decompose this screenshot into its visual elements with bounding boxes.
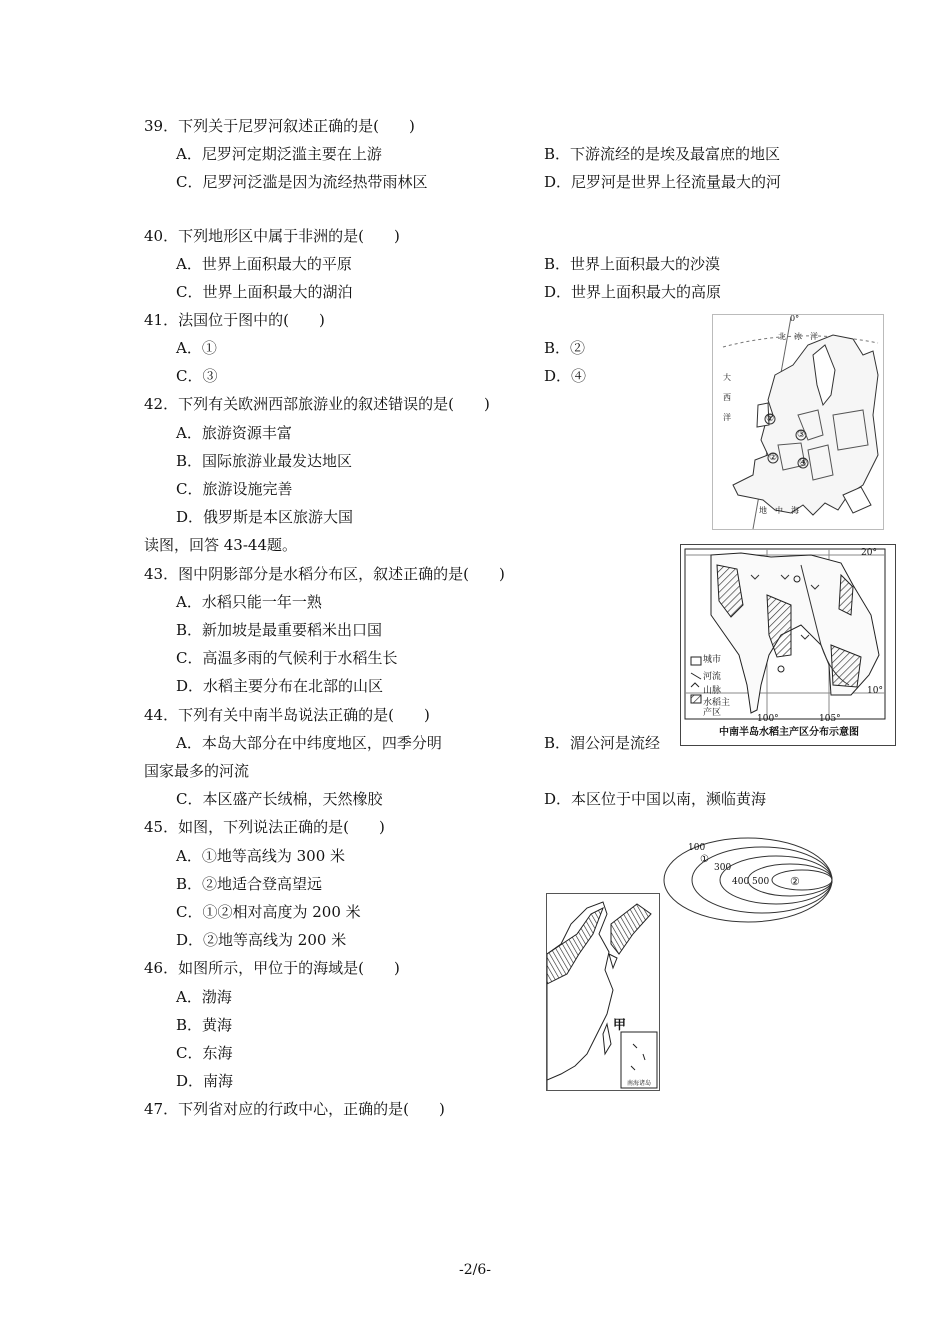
q43-option-a[interactable]: A．水稻只能一年一熟 bbox=[176, 593, 322, 611]
q40-option-b[interactable]: B．世界上面积最大的沙漠 bbox=[544, 255, 721, 273]
indochina-lat-bottom: 10° bbox=[867, 686, 883, 696]
china-map-marker-jia: 甲 bbox=[613, 1018, 627, 1033]
q45-option-d[interactable]: D．②地等高线为 200 米 bbox=[176, 931, 347, 949]
q41-option-b[interactable]: B．② bbox=[544, 339, 586, 357]
contour-label-100: 100 bbox=[688, 843, 706, 853]
contour-marker-1: ① bbox=[700, 854, 709, 865]
q43-option-d[interactable]: D．水稻主要分布在北部的山区 bbox=[176, 677, 384, 695]
q40-option-d[interactable]: D．世界上面积最大的高原 bbox=[544, 283, 722, 301]
indochina-lat-top: 20° bbox=[861, 548, 877, 558]
page-number: -2/6- bbox=[459, 1262, 491, 1278]
q45-option-b[interactable]: B．②地适合登高望远 bbox=[176, 875, 323, 893]
q47-stem: 47．下列省对应的行政中心，正确的是( ) bbox=[144, 1100, 445, 1118]
q40-option-a[interactable]: A．世界上面积最大的平原 bbox=[176, 255, 352, 273]
q42-option-a[interactable]: A．旅游资源丰富 bbox=[176, 424, 292, 442]
q44-option-b[interactable]: B．湄公河是流经 bbox=[544, 734, 661, 752]
q46-option-a[interactable]: A．渤海 bbox=[176, 988, 232, 1006]
contour-figure bbox=[662, 834, 840, 926]
indochina-lon-left: 100° bbox=[757, 714, 779, 724]
q46-option-b[interactable]: B．黄海 bbox=[176, 1016, 233, 1034]
q46-stem: 46．如图所示，甲位于的海域是( ) bbox=[144, 959, 400, 977]
q40-option-c[interactable]: C．世界上面积最大的湖泊 bbox=[176, 283, 353, 301]
q42-option-b[interactable]: B．国际旅游业最发达地区 bbox=[176, 452, 353, 470]
q44-option-a[interactable]: A．本岛大部分在中纬度地区，四季分明 bbox=[176, 734, 442, 752]
indochina-legend-rice: 水稻主 bbox=[703, 698, 731, 708]
q45-option-c[interactable]: C．①②相对高度为 200 米 bbox=[176, 903, 361, 921]
europe-atlantic-label: 大 西 洋 bbox=[723, 373, 731, 422]
indochina-legend-river: 河流 bbox=[703, 672, 722, 682]
q42-option-c[interactable]: C．旅游设施完善 bbox=[176, 480, 293, 498]
q43-stem: 43．图中阴影部分是水稻分布区，叙述正确的是( ) bbox=[144, 565, 505, 583]
q42-option-d[interactable]: D．俄罗斯是本区旅游大国 bbox=[176, 508, 354, 526]
q45-stem: 45．如图，下列说法正确的是( ) bbox=[144, 818, 385, 836]
q46-option-d[interactable]: D．南海 bbox=[176, 1072, 234, 1090]
china-map-inset-label: 南海诸岛 bbox=[627, 1080, 652, 1087]
q44-option-d[interactable]: D．本区位于中国以南，濒临黄海 bbox=[544, 790, 767, 808]
europe-meridian-label: 0° bbox=[790, 314, 800, 323]
contour-label-300: 300 bbox=[714, 863, 732, 873]
q41-option-d[interactable]: D．④ bbox=[544, 367, 587, 385]
q41-option-c[interactable]: C．③ bbox=[176, 367, 218, 385]
contour-label-400: 400 bbox=[732, 877, 750, 887]
q42-stem: 42．下列有关欧洲西部旅游业的叙述错误的是( ) bbox=[144, 395, 490, 413]
indochina-legend-rice-2: 产区 bbox=[703, 708, 722, 718]
europe-med-label: 地 中 海 bbox=[759, 506, 799, 515]
q44-option-b-continued: 国家最多的河流 bbox=[144, 762, 250, 780]
contour-marker-2: ② bbox=[790, 875, 800, 888]
q39-option-c[interactable]: C．尼罗河泛滥是因为流经热带雨林区 bbox=[176, 173, 428, 191]
contour-label-500: 500 bbox=[752, 877, 770, 887]
q39-option-d[interactable]: D．尼罗河是世界上径流量最大的河 bbox=[544, 173, 782, 191]
q43-option-c[interactable]: C．高温多雨的气候利于水稻生长 bbox=[176, 649, 398, 667]
q43-option-b[interactable]: B．新加坡是最重要稻米出口国 bbox=[176, 621, 383, 639]
read-instruction: 读图，回答 43-44题。 bbox=[144, 536, 298, 554]
europe-marker-1: ① bbox=[766, 414, 775, 424]
q39-option-b[interactable]: B．下游流经的是埃及最富庶的地区 bbox=[544, 145, 781, 163]
q44-option-c[interactable]: C．本区盛产长绒棉，天然橡胶 bbox=[176, 790, 383, 808]
indochina-legend-mountain: 山脉 bbox=[703, 686, 722, 696]
europe-marker-3: ③ bbox=[797, 430, 806, 440]
q46-option-c[interactable]: C．东海 bbox=[176, 1044, 233, 1062]
q40-stem: 40．下列地形区中属于非洲的是( ) bbox=[144, 227, 400, 245]
q45-option-a[interactable]: A．①地等高线为 300 米 bbox=[176, 847, 345, 865]
indochina-map-figure bbox=[680, 544, 896, 746]
china-coast-map-figure bbox=[546, 893, 660, 1091]
indochina-caption: 中南半岛水稻主产区分布示意图 bbox=[719, 727, 859, 738]
q39-option-a[interactable]: A．尼罗河定期泛滥主要在上游 bbox=[176, 145, 382, 163]
europe-arctic-label: 北 冰 洋 bbox=[778, 332, 818, 341]
indochina-lon-right: 105° bbox=[819, 714, 841, 724]
europe-map-figure bbox=[712, 314, 884, 530]
europe-marker-4: ④ bbox=[799, 458, 808, 468]
q41-stem: 41．法国位于图中的( ) bbox=[144, 311, 325, 329]
indochina-legend-city: 城市 bbox=[703, 655, 722, 665]
q41-option-a[interactable]: A．① bbox=[176, 339, 217, 357]
europe-marker-2: ② bbox=[769, 453, 778, 463]
q39-stem: 39．下列关于尼罗河叙述正确的是( ) bbox=[144, 117, 415, 135]
q44-stem: 44．下列有关中南半岛说法正确的是( ) bbox=[144, 706, 430, 724]
